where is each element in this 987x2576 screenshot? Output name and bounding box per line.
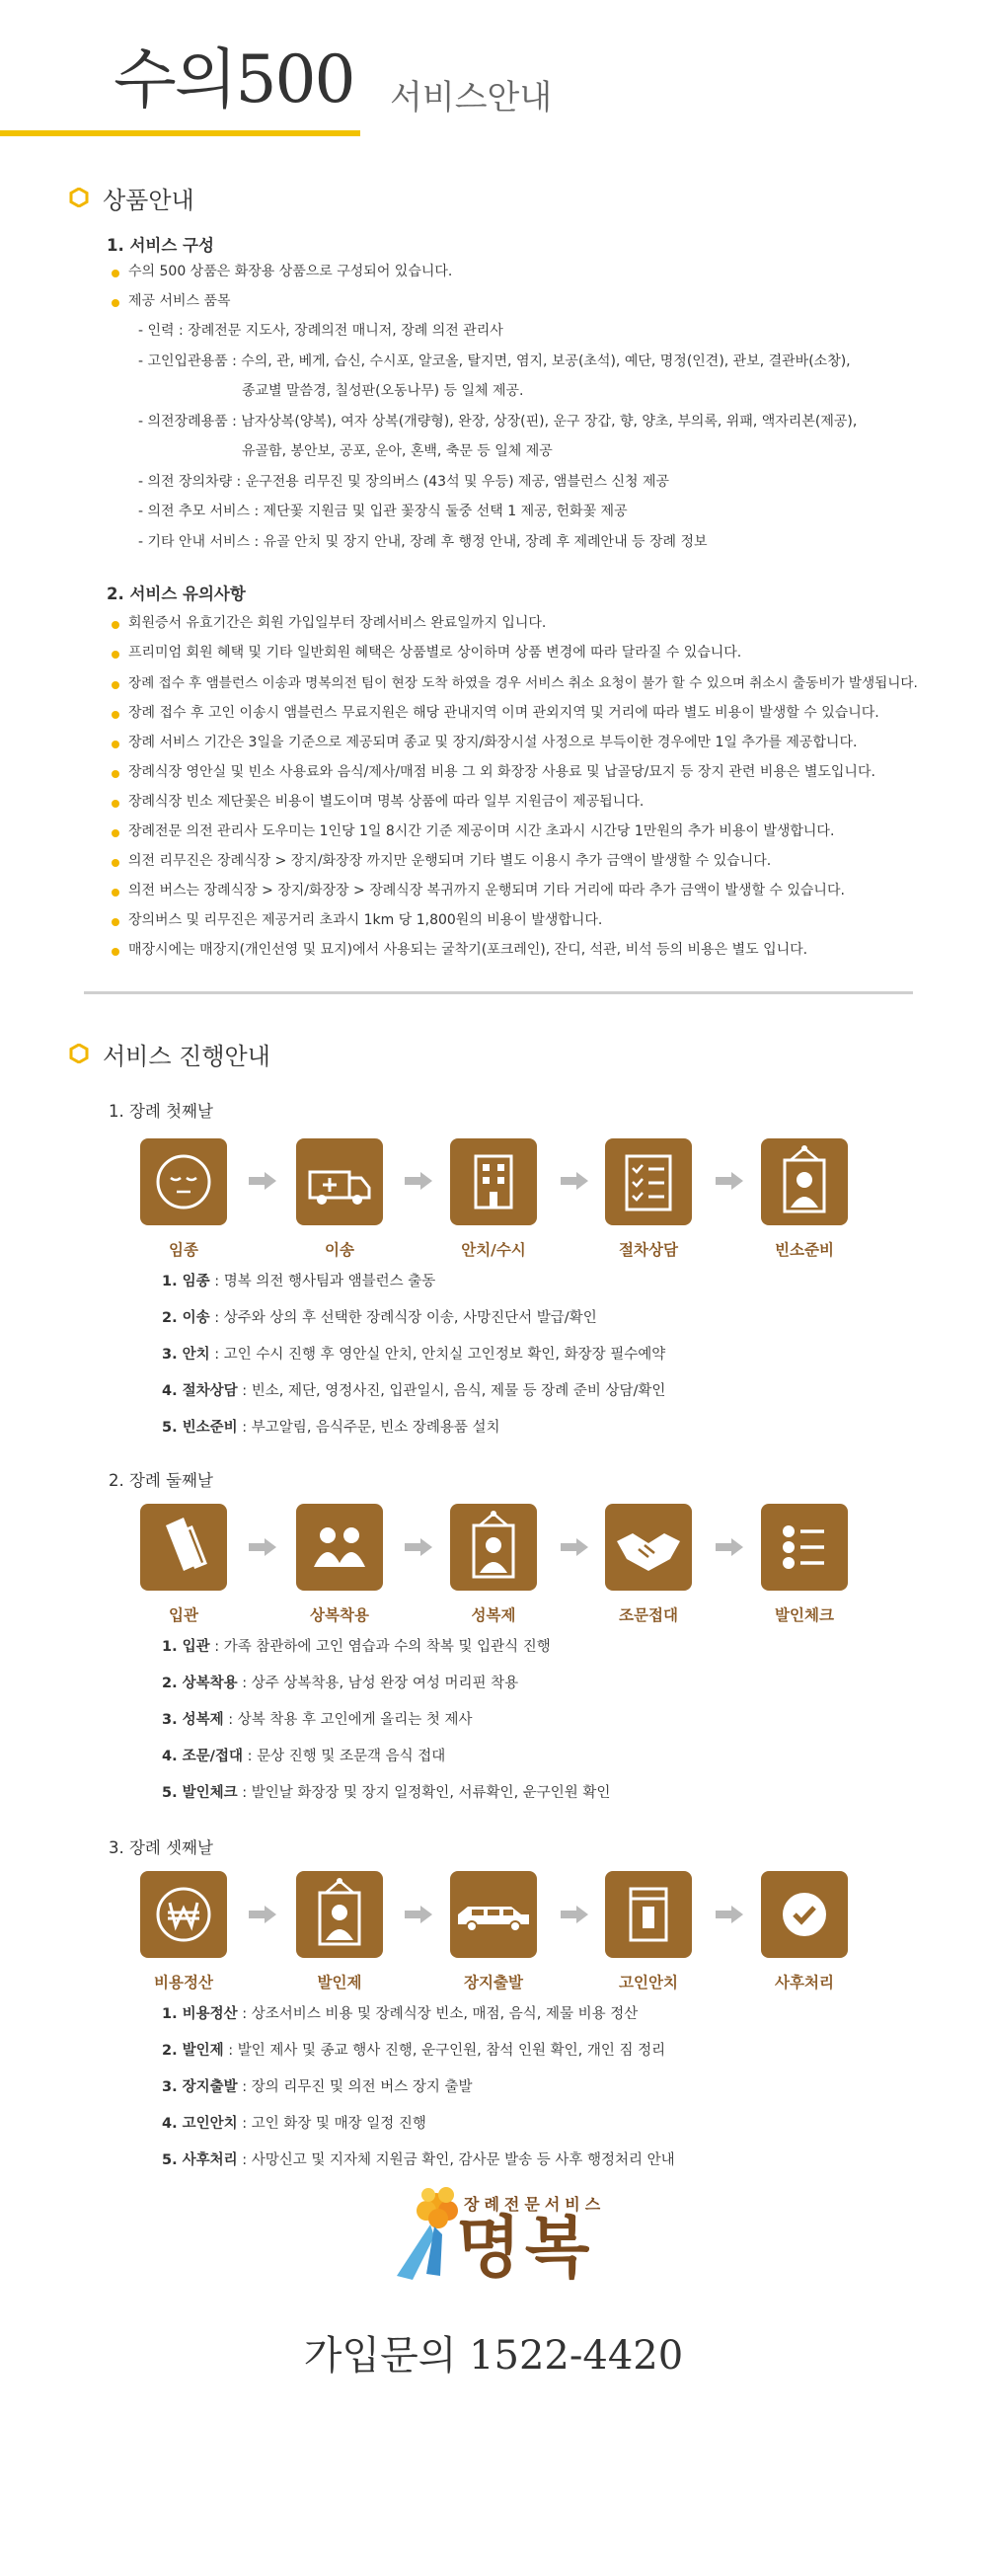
- arrow-right-icon: [405, 1538, 432, 1556]
- logo-brand-name: 명복: [456, 2210, 594, 2288]
- step-label: 발인제: [317, 1974, 362, 1991]
- note-item: 회원증서 유효기간은 회원 가입일부터 장례서비스 완료일까지 입니다.: [128, 615, 547, 631]
- memorial-portrait-icon: [296, 1871, 383, 1958]
- section-heading-process-label: 서비스 진행안내: [103, 1042, 270, 1070]
- item-ceremony-supplies-cont: 유골함, 봉안보, 공포, 운아, 혼백, 축문 등 일체 제공: [242, 443, 553, 459]
- limousine-icon: [450, 1871, 537, 1958]
- section-divider: [84, 991, 913, 994]
- bullet-icon: [112, 800, 119, 808]
- note-item: 매장시에는 매장지(개인선영 및 묘지)에서 사용되는 굴착기(포크레인), 잔디, 석관, 비석 등의 비용은 별도 입니다.: [128, 942, 808, 958]
- bullet-icon: [112, 829, 119, 837]
- portrait-frame-icon: [761, 1138, 848, 1225]
- bullet-icon: [112, 681, 119, 689]
- handshake-icon: [605, 1504, 692, 1591]
- bullet-icon: [112, 711, 119, 719]
- note-item: 장례식장 빈소 제단꽃은 비용이 별도이며 명복 상품에 따라 일부 지원금이 제공됩니다.: [128, 794, 645, 810]
- service-composition-title: 1. 서비스 구성: [107, 236, 214, 255]
- bullet-icon: [112, 859, 119, 867]
- coffin-icon: [140, 1504, 227, 1591]
- step-description: 1. 비용정산 : 상조서비스 비용 및 장례식장 빈소, 매점, 음식, 제물 비용 정산: [162, 2006, 639, 2022]
- step-label: 절차상담: [619, 1241, 678, 1259]
- step-label: 비용정산: [154, 1974, 213, 1991]
- item-ceremony-supplies: - 의전장례용품 : 남자상복(양복), 여자 상복(개량형), 완장, 상장(핀), 운구 장갑, 향, 양초, 부의록, 위패, 액자리본(제공),: [138, 414, 858, 429]
- step-label: 성복제: [471, 1606, 516, 1624]
- step-label: 상복착용: [310, 1606, 369, 1624]
- deathbed-icon: [140, 1138, 227, 1225]
- step-description: 5. 사후처리 : 사망신고 및 지자체 지원금 확인, 감사문 발송 등 사후 행정처리 안내: [162, 2152, 675, 2168]
- arrow-right-icon: [716, 1172, 743, 1190]
- note-item: 프리미엄 회원 혜택 및 기타 일반회원 혜택은 상품별로 상이하며 상품 변경에 따라 달라질 수 있습니다.: [128, 645, 742, 661]
- hexagon-icon: [69, 1044, 89, 1063]
- step-label: 입관: [169, 1606, 198, 1624]
- item-coffin-supplies: - 고인입관용품 : 수의, 관, 베게, 습신, 수시포, 알코올, 탈지면, 염지, 보공(초석), 예단, 명정(인견), 관보, 결관바(소창),: [138, 353, 851, 369]
- arrow-right-icon: [249, 1538, 276, 1556]
- bullet-icon: [112, 770, 119, 778]
- note-item: 장례식장 영안실 및 빈소 사용료와 음식/제사/매점 비용 그 외 화장장 사용료 및 납골당/묘지 등 장지 관련 비용은 별도입니다.: [128, 764, 875, 780]
- hexagon-icon: [69, 188, 89, 207]
- items-heading: 제공 서비스 품목: [128, 293, 231, 309]
- step-description: 1. 임종 : 명복 의전 행사팀과 앰블런스 출동: [162, 1274, 436, 1289]
- title-underline: [0, 130, 360, 136]
- note-item: 장례전문 의전 관리사 도우미는 1인당 1일 8시간 기준 제공이며 시간 초과시 시간당 1만원의 추가 비용이 발생합니다.: [128, 823, 835, 839]
- note-item: 장례 서비스 기간은 3일을 기준으로 제공되며 종교 및 장지/화장시설 사정으로 부득이한 경우에만 1일 추가를 제공합니다.: [128, 735, 858, 750]
- item-coffin-supplies-cont: 종교별 말씀경, 칠성판(오동나무) 등 일체 제공.: [242, 383, 524, 399]
- step-label: 사후처리: [775, 1974, 834, 1991]
- section-heading-product: [69, 181, 194, 214]
- item-other-guidance: - 기타 안내 서비스 : 유골 안치 및 장지 안내, 장례 후 행정 안내, 장례 후 제례안내 등 장례 정보: [138, 534, 708, 550]
- step-description: 5. 빈소준비 : 부고알림, 음식주문, 빈소 장례용품 설치: [162, 1420, 500, 1436]
- step-description: 3. 안치 : 고인 수시 진행 후 영안실 안치, 안치실 고인정보 확인, 화장장 필수예약: [162, 1347, 666, 1363]
- bullet-icon: [112, 299, 119, 307]
- step-description: 2. 발인제 : 발인 제사 및 종교 행사 진행, 운구인원, 참석 인원 확인, 개인 짐 정리: [162, 2043, 666, 2059]
- mourners-icon: [296, 1504, 383, 1591]
- won-coin-icon: [140, 1871, 227, 1958]
- step-label: 안치/수시: [461, 1241, 526, 1259]
- bullet-icon: [112, 270, 119, 277]
- service-notes-title: 2. 서비스 유의사항: [107, 585, 246, 603]
- flower-logo-icon: [387, 2177, 466, 2286]
- arrow-right-icon: [716, 1906, 743, 1923]
- page-title: 수의500: [114, 41, 354, 117]
- arrow-right-icon: [561, 1538, 588, 1556]
- step-description: 3. 성복제 : 상복 착용 후 고인에게 올리는 첫 제사: [162, 1712, 473, 1728]
- checklist-icon: [605, 1138, 692, 1225]
- page-subtitle: 서비스안내: [390, 78, 553, 117]
- bullet-icon: [112, 741, 119, 748]
- columbarium-icon: [605, 1871, 692, 1958]
- arrow-right-icon: [561, 1906, 588, 1923]
- item-staff: - 인력 : 장례전문 지도사, 장례의전 매니저, 장례 의전 관리사: [138, 323, 503, 339]
- step-description: 2. 이송 : 상주와 상의 후 선택한 장례식장 이송, 사망진단서 발급/확인: [162, 1310, 597, 1326]
- step-label: 이송: [325, 1241, 354, 1259]
- step-label: 발인체크: [775, 1606, 834, 1624]
- item-vehicles: - 의전 장의차량 : 운구전용 리무진 및 장의버스 (43석 및 우등) 제공, 앰블런스 신청 제공: [138, 474, 670, 490]
- bullet-icon: [112, 889, 119, 897]
- building-icon: [450, 1138, 537, 1225]
- note-item: 장의버스 및 리무진은 제공거리 초과시 1km 당 1,800원의 비용이 발생합니다.: [128, 912, 603, 928]
- step-label: 조문접대: [619, 1606, 678, 1624]
- step-description: 4. 절차상담 : 빈소, 제단, 영정사진, 입관일시, 음식, 제물 등 장례 준비 상담/확인: [162, 1383, 666, 1399]
- day1-title: 1. 장례 첫째날: [109, 1102, 213, 1121]
- memorial-portrait-icon: [450, 1504, 537, 1591]
- arrow-right-icon: [405, 1906, 432, 1923]
- bullet-icon: [112, 948, 119, 956]
- step-label: 장지출발: [464, 1974, 523, 1991]
- arrow-right-icon: [716, 1538, 743, 1556]
- bullet-icon: [112, 651, 119, 659]
- note-item: 의전 버스는 장례식장 > 장지/화장장 > 장례식장 복귀까지 운행되며 기타 거리에 따라 추가 금액이 발생할 수 있습니다.: [128, 883, 845, 898]
- step-label: 빈소준비: [775, 1241, 834, 1259]
- arrow-right-icon: [405, 1172, 432, 1190]
- step-description: 3. 장지출발 : 장의 리무진 및 의전 버스 장지 출발: [162, 2079, 473, 2095]
- check-circle-icon: [761, 1871, 848, 1958]
- step-description: 4. 고인안치 : 고인 화장 및 매장 일정 진행: [162, 2116, 426, 2132]
- step-label: 고인안치: [619, 1974, 678, 1991]
- note-item: 장례 접수 후 앰블런스 이송과 명복의전 팀이 현장 도착 하였을 경우 서비스 취소 요청이 불가 할 수 있으며 취소시 출동비가 발생됩니다.: [128, 675, 918, 691]
- bullet-icon: [112, 918, 119, 926]
- arrow-right-icon: [249, 1172, 276, 1190]
- section-heading-product-label: 상품안내: [103, 186, 194, 214]
- logo-tagline: 장례전문서비스: [464, 2195, 606, 2214]
- composition-note: 수의 500 상품은 화장용 상품으로 구성되어 있습니다.: [128, 264, 453, 279]
- day2-title: 2. 장례 둘째날: [109, 1471, 213, 1490]
- section-heading-process: [69, 1037, 270, 1070]
- ambulance-icon: [296, 1138, 383, 1225]
- day3-title: 3. 장례 셋째날: [109, 1838, 213, 1857]
- contact-phone[interactable]: 가입문의 1522-4420: [303, 2333, 684, 2379]
- arrow-right-icon: [561, 1172, 588, 1190]
- step-description: 4. 조문/접대 : 문상 진행 및 조문객 음식 접대: [162, 1749, 446, 1764]
- item-memorial: - 의전 추모 서비스 : 제단꽃 지원금 및 입관 꽃장식 둘중 선택 1 제공, 헌화꽃 제공: [138, 504, 628, 519]
- bullet-icon: [112, 621, 119, 629]
- note-item: 장례 접수 후 고인 이송시 앰블런스 무료지원은 해당 관내지역 이며 관외지역 및 거리에 따라 별도 비용이 발생할 수 있습니다.: [128, 705, 879, 721]
- step-description: 2. 상복착용 : 상주 상복착용, 남성 완장 여성 머리핀 착용: [162, 1676, 519, 1691]
- note-item: 의전 리무진은 장례식장 > 장지/화장장 까지만 운행되며 기타 별도 이용시 추가 금액이 발생할 수 있습니다.: [128, 853, 772, 869]
- arrow-right-icon: [249, 1906, 276, 1923]
- step-label: 임종: [169, 1241, 198, 1259]
- step-description: 5. 발인체크 : 발인날 화장장 및 장지 일정확인, 서류확인, 운구인원 확인: [162, 1785, 611, 1801]
- checklist-icon: [761, 1504, 848, 1591]
- step-description: 1. 입관 : 가족 참관하에 고인 염습과 수의 착복 및 입관식 진행: [162, 1639, 551, 1655]
